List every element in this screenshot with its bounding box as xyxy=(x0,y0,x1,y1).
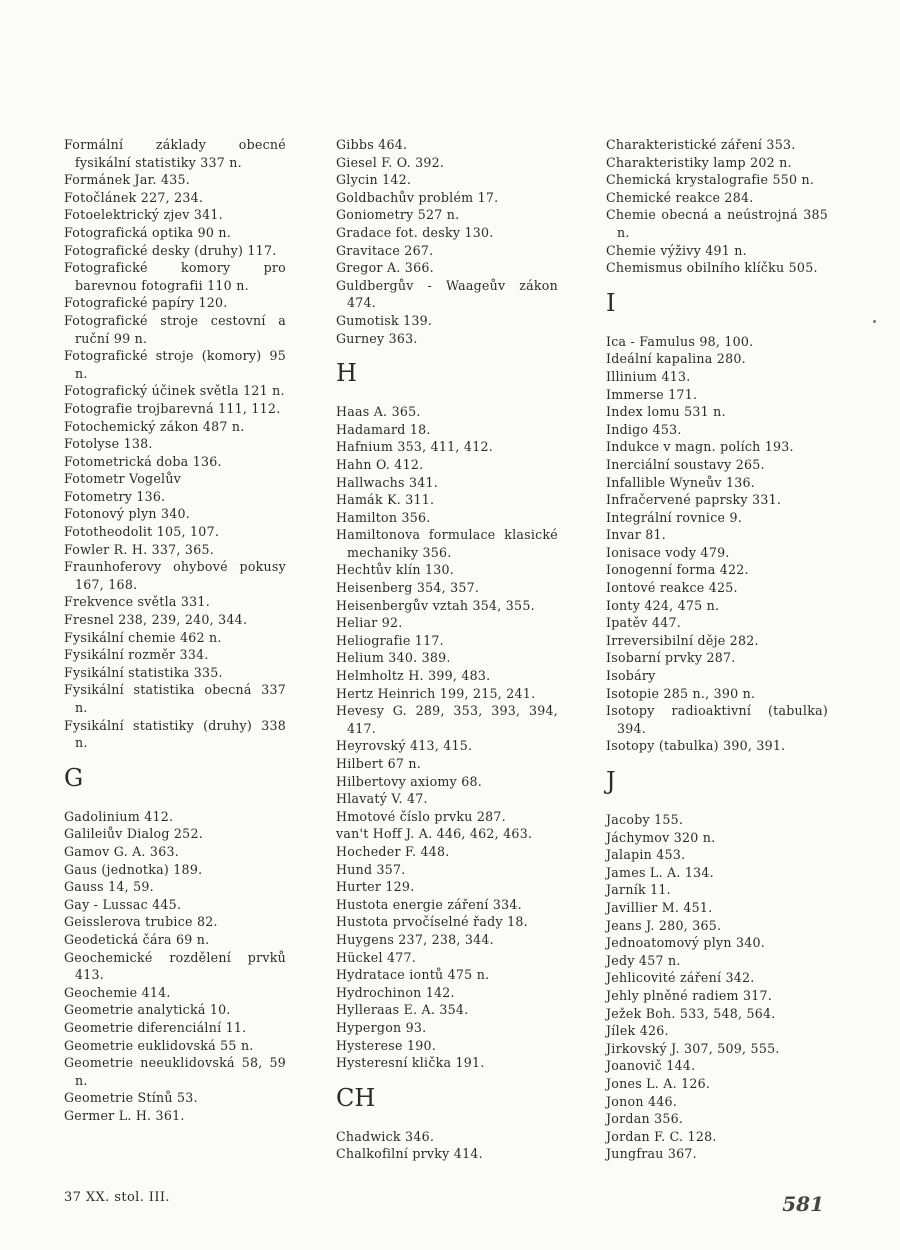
index-entry: Gadolinium 412. xyxy=(64,808,174,824)
index-entry: Ica - Famulus 98, 100. xyxy=(606,333,754,349)
index-entry: Fotočlánek 227, 234. xyxy=(64,189,204,205)
index-column-1 xyxy=(64,136,286,1124)
index-entry: Hamiltonova formulace klasické mechaniky 356. xyxy=(336,527,558,560)
index-entry: Fotolyse 138. xyxy=(64,436,153,452)
index-entry: Geisslerova trubice 82. xyxy=(64,914,218,930)
index-entry: Ideální kapalina 280. xyxy=(606,351,746,367)
index-entry: Indigo 453. xyxy=(606,421,682,437)
index-entry: Guldbergův - Waageův zákon 474. xyxy=(336,277,558,311)
index-entry: Fotografické papíry 120. xyxy=(64,295,228,311)
index-entry: Ionisace vody 479. xyxy=(606,544,730,560)
index-entry: Gumotisk 139. xyxy=(336,312,433,328)
index-entry: Infallible Wyneův 136. xyxy=(606,474,755,490)
index-entry: Hückel 477. xyxy=(336,949,417,965)
index-entry: Gregor A. 366. xyxy=(336,260,434,276)
index-entry: Fysikální statistika 335. xyxy=(64,664,223,680)
index-entry: Fotografické stroje (komory) 95 n. xyxy=(64,348,286,381)
index-entry: Jehly plněné radiem 317. xyxy=(606,987,773,1003)
index-entry: Jones L. A. 126. xyxy=(606,1075,711,1091)
index-entry: Iontové reakce 425. xyxy=(606,580,738,596)
section-letter: J xyxy=(606,767,616,795)
index-entry: Isobarní prvky 287. xyxy=(606,650,736,666)
decorative-dot xyxy=(873,320,876,323)
index-entry: Javillier M. 451. xyxy=(606,899,713,915)
index-entry: Geochemické rozdělení prvků 413. xyxy=(64,949,286,983)
index-entry: Fotochemický zákon 487 n. xyxy=(64,418,245,434)
index-entry: Jehlicovité záření 342. xyxy=(606,970,755,986)
index-entry: Helmholtz H. 399, 483. xyxy=(336,668,491,684)
index-entry: Jirkovský J. 307, 509, 555. xyxy=(606,1040,780,1056)
index-entry: Frekvence světla 331. xyxy=(64,594,210,610)
index-entry: Gaus (jednotka) 189. xyxy=(64,861,203,877)
index-entry: Hurter 129. xyxy=(336,879,415,895)
index-entry: Hilbertovy axiomy 68. xyxy=(336,773,483,789)
index-entry: Hylleraas E. A. 354. xyxy=(336,1002,469,1018)
index-entry: Gamov G. A. 363. xyxy=(64,843,179,859)
index-entry: Geometrie Stínů 53. xyxy=(64,1090,198,1106)
index-entry: Fotometrická doba 136. xyxy=(64,453,222,469)
index-entry: Illinium 413. xyxy=(606,368,691,384)
index-entry: Fowler R. H. 337, 365. xyxy=(64,541,214,557)
index-entry: Gradace fot. desky 130. xyxy=(336,224,494,240)
index-entry: Hustota energie záření 334. xyxy=(336,896,522,912)
index-entry: Hilbert 67 n. xyxy=(336,756,422,771)
index-entry: Isotopy radioaktivní (tabulka) 394. xyxy=(606,703,828,736)
index-entry: Hund 357. xyxy=(336,861,406,877)
index-entry: Heisenbergův vztah 354, 355. xyxy=(336,597,535,613)
index-entry: Fotonový plyn 340. xyxy=(64,506,191,522)
index-entry: Integrální rovnice 9. xyxy=(606,509,742,525)
index-entry: Jalapin 453. xyxy=(606,847,686,863)
index-entry: Chemie obecná a neústrojná 385 n. xyxy=(606,207,828,240)
section-letter: CH xyxy=(336,1083,376,1112)
index-entry: Fotometr Vogelův xyxy=(64,471,182,487)
index-entry: Chadwick 346. xyxy=(336,1128,435,1144)
page-number: 581 xyxy=(782,1192,824,1216)
section-letter: H xyxy=(336,359,357,388)
index-entry: Jonon 446. xyxy=(606,1093,677,1109)
index-entry: Huygens 237, 238, 344. xyxy=(336,931,494,947)
index-entry: Charakteristické záření 353. xyxy=(606,137,796,152)
index-entry: Hertz Heinrich 199, 215, 241. xyxy=(336,685,536,701)
index-entry: Ionogenní forma 422. xyxy=(606,562,749,578)
index-entry: Giesel F. O. 392. xyxy=(336,154,445,170)
index-entry: Invar 81. xyxy=(606,527,667,543)
index-entry: Fotografie trojbarevná 111, 112. xyxy=(64,400,281,416)
index-column-3 xyxy=(606,136,828,1163)
index-entry: Fotoelektrický zjev 341. xyxy=(64,207,223,223)
index-entry: Hamilton 356. xyxy=(336,509,431,525)
index-entry: Hysterese 190. xyxy=(336,1037,437,1053)
index-entry: Fotografické desky (druhy) 117. xyxy=(64,242,277,258)
index-entry: Fotografické komory pro barevnou fotografii 110 n. xyxy=(64,260,286,293)
index-entry: Germer L. H. 361. xyxy=(64,1107,185,1123)
index-entry: Gibbs 464. xyxy=(336,137,408,152)
index-entry: Chalkofilní prvky 414. xyxy=(336,1146,483,1162)
index-entry: Glycin 142. xyxy=(336,172,412,188)
index-entry: Ipatěv 447. xyxy=(606,615,681,631)
index-entry: Jedy 457 n. xyxy=(606,952,681,968)
index-entry: Haas A. 365. xyxy=(336,404,421,420)
index-entry: Hallwachs 341. xyxy=(336,474,439,490)
index-entry: James L. A. 134. xyxy=(606,864,714,880)
index-entry: Jeans J. 280, 365. xyxy=(606,917,722,933)
index-entry: Heliografie 117. xyxy=(336,632,444,648)
index-entry: Hmotové číslo prvku 287. xyxy=(336,808,506,824)
index-entry: Joanovič 144. xyxy=(606,1058,696,1074)
index-entry: Index lomu 531 n. xyxy=(606,404,726,420)
index-entry: Formánek Jar. 435. xyxy=(64,172,191,188)
index-entry: Inerciální soustavy 265. xyxy=(606,456,765,472)
index-entry: Chemismus obilního klíčku 505. xyxy=(606,260,818,276)
index-entry: Hevesy G. 289, 353, 393, 394, 417. xyxy=(336,703,558,736)
index-entry: Jordan F. C. 128. xyxy=(606,1128,717,1144)
index-entry: Chemické reakce 284. xyxy=(606,189,754,205)
index-entry: Hysteresní klička 191. xyxy=(336,1055,485,1071)
index-entry: Geometrie neeuklidovská 58, 59 n. xyxy=(64,1055,286,1088)
index-entry: Indukce v magn. polích 193. xyxy=(606,439,794,455)
index-column-2 xyxy=(336,136,558,1163)
index-entry: Isotopy (tabulka) 390, 391. xyxy=(606,738,786,754)
section-letter: G xyxy=(64,763,84,792)
index-entry: Fotografická optika 90 n. xyxy=(64,224,232,240)
index-entry: Irreversibilní děje 282. xyxy=(606,632,759,648)
index-entry: Hadamard 18. xyxy=(336,421,431,437)
index-entry: Hypergon 93. xyxy=(336,1019,427,1035)
index-entry: Fotografický účinek světla 121 n. xyxy=(64,383,285,399)
index-entry: Fysikální statistika obecná 337 n. xyxy=(64,682,286,715)
index-entry: Geometrie analytická 10. xyxy=(64,1002,231,1018)
index-entry: Jílek 426. xyxy=(606,1023,669,1039)
index-entry: Jáchymov 320 n. xyxy=(606,829,716,845)
index-entry: Goldbachův problém 17. xyxy=(336,189,499,205)
index-entry: Galileiův Dialog 252. xyxy=(64,826,203,842)
index-entry: Chemická krystalografie 550 n. xyxy=(606,172,815,188)
index-entry: Heyrovský 413, 415. xyxy=(336,738,473,754)
index-entry: Charakteristiky lamp 202 n. xyxy=(606,154,792,170)
index-entry: Gurney 363. xyxy=(336,330,418,346)
index-entry: Fototheodolit 105, 107. xyxy=(64,524,220,540)
index-entry: Jednoatomový plyn 340. xyxy=(606,935,766,951)
index-entry: Gay - Lussac 445. xyxy=(64,896,182,912)
index-entry: Jarník 11. xyxy=(606,882,671,898)
index-entry: Jordan 356. xyxy=(606,1111,684,1127)
index-entry: Immerse 171. xyxy=(606,386,698,402)
index-entry: Isotopie 285 n., 390 n. xyxy=(606,685,756,701)
index-entry: Fotometry 136. xyxy=(64,488,166,504)
footer-signature: 37 XX. stol. III. xyxy=(64,1190,170,1205)
index-entry: Hahn O. 412. xyxy=(336,456,424,472)
index-entry: Hydrochinon 142. xyxy=(336,984,455,1000)
index-entry: Hechtův klín 130. xyxy=(336,562,454,578)
index-entry: Geodetická čára 69 n. xyxy=(64,931,210,947)
index-entry: Heliar 92. xyxy=(336,615,403,631)
index-entry: Ježek Boh. 533, 548, 564. xyxy=(606,1005,776,1021)
index-entry: Heisenberg 354, 357. xyxy=(336,580,480,596)
index-entry: Isobáry xyxy=(606,668,656,684)
index-entry: Hocheder F. 448. xyxy=(336,843,450,859)
index-entry: Geometrie diferenciální 11. xyxy=(64,1019,247,1035)
index-entry: Helium 340. 389. xyxy=(336,650,451,666)
section-letter: I xyxy=(606,288,616,317)
index-entry: Hydratace iontů 475 n. xyxy=(336,967,490,983)
index-entry: Jacoby 155. xyxy=(606,812,684,827)
index-entry: Infračervené paprsky 331. xyxy=(606,492,782,508)
index-entry: Hustota prvočíselné řady 18. xyxy=(336,914,528,930)
index-entry: Fotografické stroje cestovní a ruční 99 n. xyxy=(64,312,286,346)
index-entry: Hlavatý V. 47. xyxy=(336,791,428,807)
index-entry: Hafnium 353, 411, 412. xyxy=(336,439,493,455)
index-entry: Formální základy obecné fysikální statistiky 337 n. xyxy=(64,137,286,170)
index-entry: Ionty 424, 475 n. xyxy=(606,597,720,613)
index-entry: Fraunhoferovy ohybové pokusy 167, 168. xyxy=(64,559,286,592)
index-entry: Gauss 14, 59. xyxy=(64,879,154,895)
index-entry: Goniometry 527 n. xyxy=(336,207,460,223)
index-entry: Jungfrau 367. xyxy=(606,1146,697,1162)
index-entry: Fresnel 238, 239, 240, 344. xyxy=(64,612,248,628)
index-entry: van't Hoff J. A. 446, 462, 463. xyxy=(336,826,533,842)
index-entry: Geochemie 414. xyxy=(64,984,171,1000)
index-entry: Geometrie euklidovská 55 n. xyxy=(64,1037,254,1053)
index-entry: Fysikální statistiky (druhy) 338 n. xyxy=(64,717,286,751)
index-entry: Hamák K. 311. xyxy=(336,492,435,508)
index-entry: Fysikální chemie 462 n. xyxy=(64,629,222,645)
index-entry: Chemie výživy 491 n. xyxy=(606,242,747,258)
index-entry: Fysikální rozměr 334. xyxy=(64,647,209,663)
index-entry: Gravitace 267. xyxy=(336,242,434,258)
